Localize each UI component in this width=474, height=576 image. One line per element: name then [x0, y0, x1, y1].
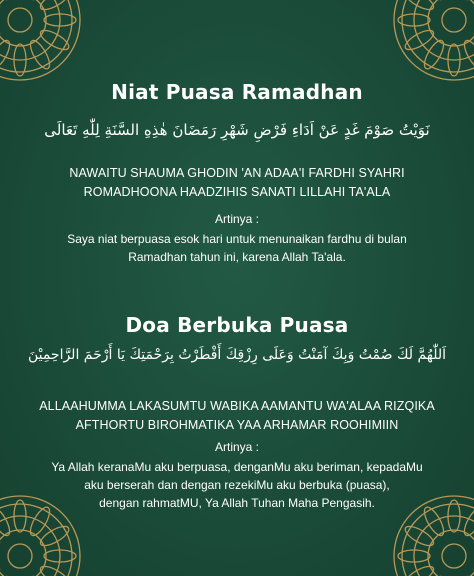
- niat-meaning: [0, 230, 474, 266]
- niat-meaning-line-1: Saya niat berpuasa esok hari untuk menunaikan fardhu di bulan: [67, 232, 407, 246]
- niat-meaning-line-2: Ramadhan tahun ini, karena Allah Ta'ala.: [128, 250, 346, 264]
- doa-title: Doa Berbuka Puasa: [125, 313, 349, 337]
- corner-ornament-top-right: [389, 0, 474, 85]
- doa-artinya-label: Artinya :: [214, 440, 259, 454]
- doa-arabic-text: اَللّٰهُمَّ لَكَ صُمْتُ وَبِكَ آمَنْتُ وَعَلَى رِزْقِكَ أَفْطَرْتُ بِرَحْمَتِكَ يَا أَرْحَمَ الرَّاحِمِيْنَ: [27, 347, 447, 363]
- niat-artinya-label: Artinya :: [214, 212, 259, 226]
- doa-meaning-line-3: dengan rahmatMU, Ya Allah Tuhan Maha Pengasih.: [99, 496, 375, 510]
- doa-latin-line-2: AFTHORTU BIROHMATIKA YAA ARHAMAR ROOHIMIIN: [75, 418, 399, 432]
- doa-latin-transliteration: [0, 397, 474, 435]
- doa-latin-line-1: ALLAAHUMMA LAKASUMTU WABIKA AAMANTU WA'ALAA RIZQIKA: [39, 399, 435, 413]
- corner-ornament-top-left: [0, 0, 85, 85]
- niat-latin-line-2: ROMADHOONA HAADZIHIS SANATI LILLAHI TA'ALA: [83, 185, 391, 199]
- niat-latin-transliteration: [0, 164, 474, 202]
- niat-arabic-text: نَوَيْتُ صَوْمَ غَدٍ عَنْ اَدَاءِ فَرْضِ شَهْرِ رَمَضَانَ هٰذِهِ السَّنَةِ لِلّٰهِ تَعَالَى: [44, 121, 430, 139]
- niat-title: Niat Puasa Ramadhan: [111, 80, 363, 104]
- doa-meaning-line-2: aku berserah dan dengan rezekiMu aku berbuka (puasa),: [84, 478, 390, 492]
- doa-meaning: [0, 458, 474, 512]
- niat-latin-line-1: NAWAITU SHAUMA GHODIN 'AN ADAA'I FARDHI SYAHRI: [69, 166, 405, 180]
- doa-meaning-line-1: Ya Allah keranaMu aku berpuasa, denganMu aku beriman, kepadaMu: [51, 460, 423, 474]
